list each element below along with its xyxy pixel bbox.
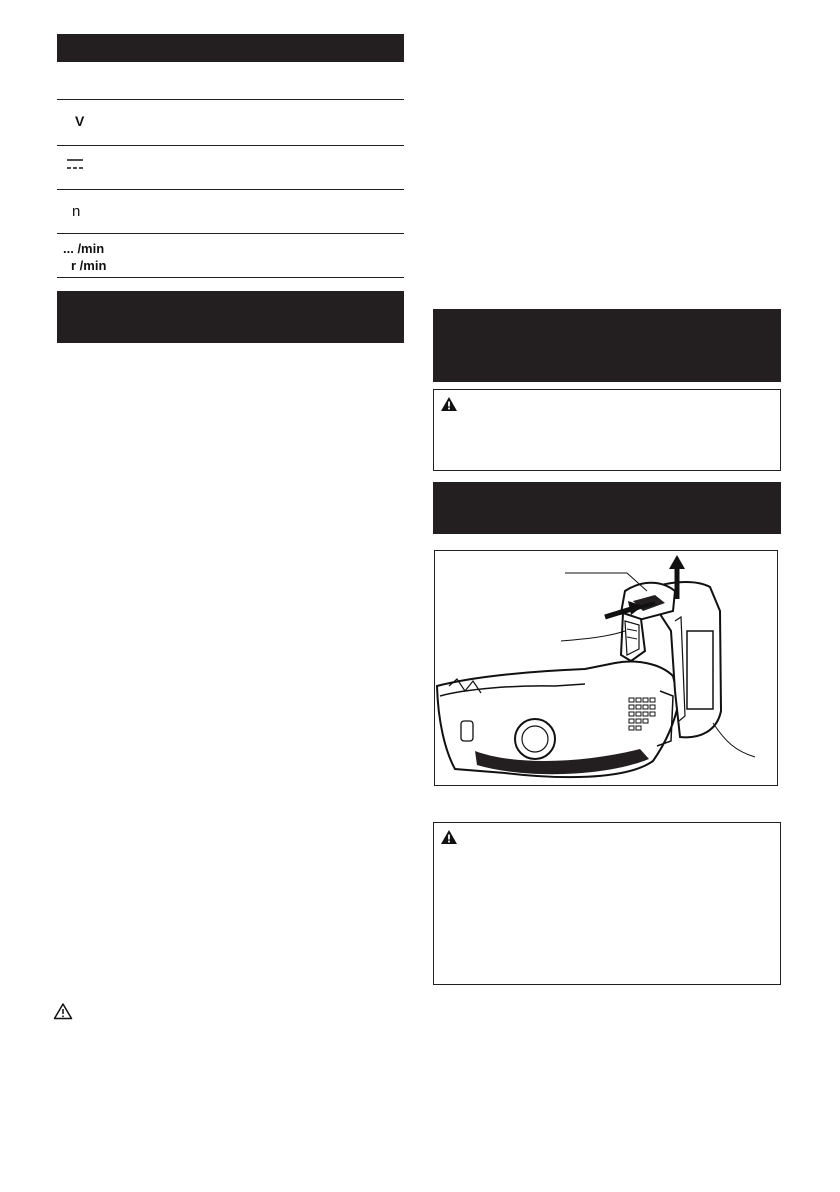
- table-rule-4: [57, 233, 404, 234]
- section-header-bar-left: [57, 291, 404, 343]
- caution-box-2: [433, 822, 781, 985]
- battery-cartridge-removal-illustration: [435, 551, 777, 785]
- symbol-rate-line-1: ... /min: [63, 241, 105, 256]
- warning-triangle-filled-icon: [440, 396, 458, 412]
- direct-current-icon: [66, 156, 86, 172]
- table-rule-1: [57, 99, 404, 100]
- table-rule-3: [57, 189, 404, 190]
- section-header-bar-right-2: [433, 482, 781, 534]
- symbols-header-bar: [57, 34, 404, 62]
- warning-triangle-outline-icon: [53, 1002, 73, 1020]
- symbol-rate-line-2: r /min: [71, 258, 107, 273]
- warning-triangle-filled-icon: [440, 829, 458, 845]
- caution-box-1: [433, 389, 781, 471]
- symbol-volt: V: [75, 113, 85, 129]
- table-rule-5: [57, 277, 404, 278]
- table-rule-2: [57, 145, 404, 146]
- section-header-bar-right-1: [433, 309, 781, 382]
- symbol-no-load-speed: n: [72, 203, 81, 220]
